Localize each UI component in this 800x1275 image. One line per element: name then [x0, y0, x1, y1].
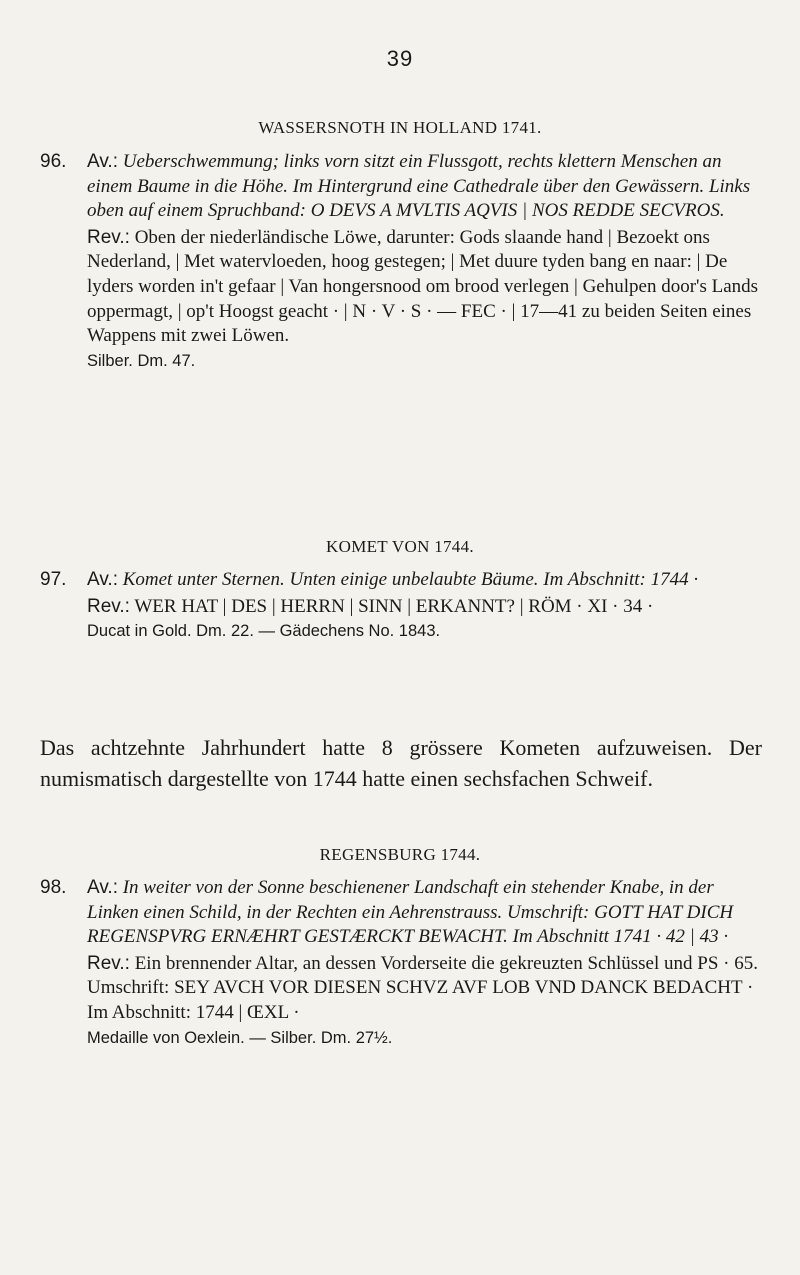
obverse-label: Av.: [87, 151, 118, 172]
commentary-paragraph: Das achtzehnte Jahrhundert hatte 8 grössere Kometen aufzuweisen. Der numismatisch dargestellte von 1744 hatte einen sechsfachen Schweif. [40, 735, 762, 791]
entry-metal-note: Ducat in Gold. Dm. 22. — Gädechens No. 1843. [87, 622, 441, 641]
entry-reverse [40, 952, 762, 1026]
obverse-description: Komet unter Sternen. Unten einige unbelaubte Bäume. Im Abschnitt: 1744 · [122, 569, 699, 590]
obverse-description: Ueberschwemmung; links vorn sitzt ein Flussgott, rechts klettern Menschen an einem Baume in die Höhe. Im Hintergrund eine Cathedrale über den Gewässern. Links oben auf einem Spruchband: O DEVS A MVLTIS AQVIS | NOS REDDE SECVROS. [87, 151, 751, 222]
reverse-description: Ein brennender Altar, an dessen Vorderseite die gekreuzten Schlüssel und PS · 65. Umschrift: SEY AVCH VOR DIESEN SCHVZ AVF LOB VND DANCK BEDACHT · Im Abschnitt: 1744 | ŒXL · [87, 952, 758, 1023]
section-heading-wassersnoth: WASSERSNOTH IN HOLLAND 1741. [258, 118, 542, 137]
section-heading-regensburg: REGENSBURG 1744. [319, 845, 481, 864]
reverse-description: WER HAT | DES | HERRN | SINN | ERKANNT? | RÖM · XI · 34 · [134, 595, 654, 617]
page-number: 39 [386, 46, 414, 71]
reverse-label: Rev.: [87, 952, 130, 974]
reverse-description: Oben der niederländische Löwe, darunter: Gods slaande hand | Bezoekt ons Nederland, | Met watervloeden, hoog gestegen; | Met duure tyden bang en naar: | De lyders worden in't gefaar | Van hongersnood om brood verlegen | Gehulpen door's Lands oppermagt, | op't Hoogst geacht · | N · V · S · — FEC · | 17—41 zu beiden Seiten eines Wappens mit zwei Löwen. [87, 226, 759, 347]
obverse-label: Av.: [87, 877, 118, 898]
reverse-label: Rev.: [87, 226, 130, 248]
catalog-entry-97 [40, 568, 762, 644]
entry-metal-note: Silber. Dm. 47. [87, 351, 196, 370]
catalog-entry-98 [40, 876, 762, 1050]
entry-obverse [40, 568, 762, 593]
section-heading-komet: KOMET VON 1744. [326, 537, 474, 556]
obverse-label: Av.: [87, 569, 118, 590]
catalog-entry-96 [40, 150, 762, 373]
entry-reverse [40, 226, 762, 349]
entry-obverse [40, 150, 762, 224]
entry-obverse [40, 876, 762, 950]
entry-reverse [40, 595, 762, 620]
entry-number: 97. [40, 569, 67, 590]
obverse-description: In weiter von der Sonne beschienener Landschaft ein stehender Knabe, in der Linken einen Schild, in der Rechten ein Aehrenstrauss. Umschrift: GOTT HAT DICH REGENSPVRG ERNÆHRT GESTÆRCKT BEWACHT. Im Abschnitt 1741 · 42 | 43 · [87, 877, 734, 948]
entry-number: 98. [40, 877, 67, 898]
entry-metal-note: Medaille von Oexlein. — Silber. Dm. 27½. [87, 1028, 393, 1047]
entry-number: 96. [40, 151, 67, 172]
reverse-label: Rev.: [87, 595, 130, 617]
